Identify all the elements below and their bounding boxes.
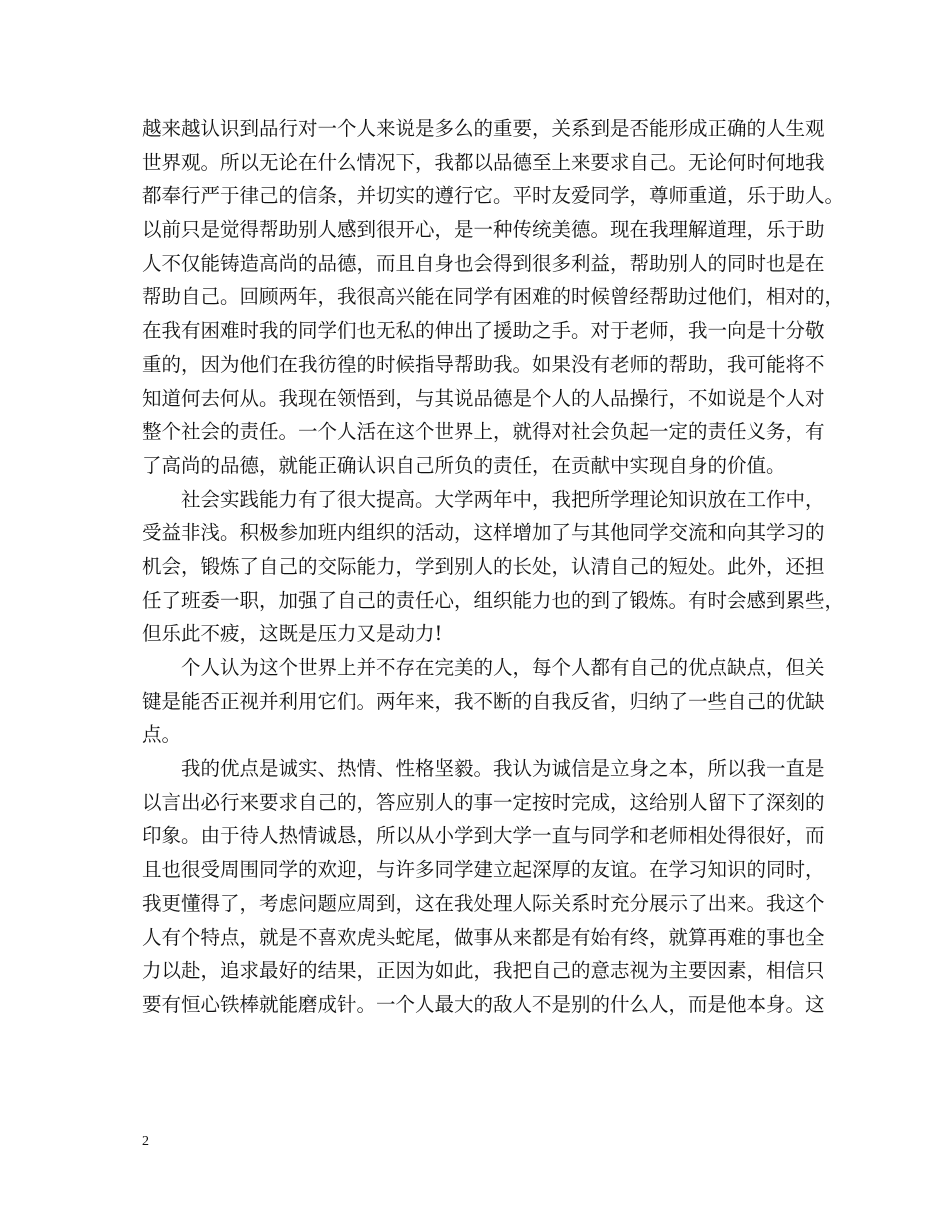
text-line: 以言出必行来要求自己的，答应别人的事一定按时完成，这给别人留下了深刻的	[142, 790, 825, 814]
text-line: 知道何去何从。我现在领悟到，与其说品德是个人的人品操行，不如说是个人对	[142, 386, 825, 410]
text-line: 越来越认识到品行对一个人来说是多么的重要，关系到是否能形成正确的人生观	[142, 117, 825, 140]
text-line: 帮助自己。回顾两年，我很高兴能在同学有困难的时候曾经帮助过他们，相对的，	[142, 285, 845, 309]
text-line: 人不仅能铸造高尚的品德，而且自身也会得到很多利益，帮助别人的同时也是在	[142, 251, 825, 275]
text-line: 了高尚的品德，就能正确认识自己所负的责任，在贡献中实现自身的价值。	[142, 453, 786, 477]
text-line: 人有个特点，就是不喜欢虎头蛇尾，做事从来都是有始有终，就算再难的事也全	[142, 925, 825, 949]
text-line: 要有恒心铁棒就能磨成针。一个人最大的敌人不是别的什么人，而是他本身。这	[142, 992, 825, 1016]
text-line: 印象。由于待人热情诚恳，所以从小学到大学一直与同学和老师相处得很好，而	[142, 824, 825, 848]
text-line: 在我有困难时我的同学们也无私的伸出了援助之手。对于老师，我一向是十分敬	[142, 319, 825, 343]
text-line: 且也很受周围同学的欢迎，与许多同学建立起深厚的友谊。在学习知识的同时，	[142, 858, 825, 882]
text-line: 但乐此不疲，这既是压力又是动力!	[142, 622, 443, 646]
text-line: 社会实践能力有了很大提高。大学两年中，我把所学理论知识放在工作中，	[181, 487, 825, 511]
text-line: 键是能否正视并利用它们。两年来，我不断的自我反省，归纳了一些自己的优缺	[142, 689, 825, 713]
text-line: 机会，锻炼了自己的交际能力，学到别人的长处，认清自己的短处。此外，还担	[142, 554, 825, 578]
text-line: 我的优点是诚实、热情、性格坚毅。我认为诚信是立身之本，所以我一直是	[181, 757, 825, 781]
text-line: 以前只是觉得帮助别人感到很开心，是一种传统美德。现在我理解道理，乐于助	[142, 218, 825, 242]
text-line: 世界观。所以无论在什么情况下，我都以品德至上来要求自己。无论何时何地我	[142, 150, 825, 174]
body-text	[142, 112, 845, 1022]
page-number: 2	[142, 1134, 149, 1149]
text-line: 我更懂得了，考虑问题应周到，这在我处理人际关系时充分展示了出来。我这个	[142, 891, 825, 915]
text-line: 任了班委一职，加强了自己的责任心，组织能力也的到了锻炼。有时会感到累些，	[142, 588, 845, 612]
text-line: 力以赴，追求最好的结果，正因为如此，我把自己的意志视为主要因素，相信只	[142, 959, 825, 983]
text-line: 都奉行严于律己的信条，并切实的遵行它。平时友爱同学，尊师重道，乐于助人。	[142, 184, 845, 208]
text-line: 整个社会的责任。一个人活在这个世界上，就得对社会负起一定的责任义务，有	[142, 420, 825, 444]
text-line: 重的，因为他们在我彷徨的时候指导帮助我。如果没有老师的帮助，我可能将不	[142, 352, 825, 376]
text-line: 受益非浅。积极参加班内组织的活动，这样增加了与其他同学交流和向其学习的	[142, 521, 825, 545]
text-line: 个人认为这个世界上并不存在完美的人，每个人都有自己的优点缺点，但关	[181, 656, 825, 679]
text-line: 点。	[142, 723, 182, 747]
